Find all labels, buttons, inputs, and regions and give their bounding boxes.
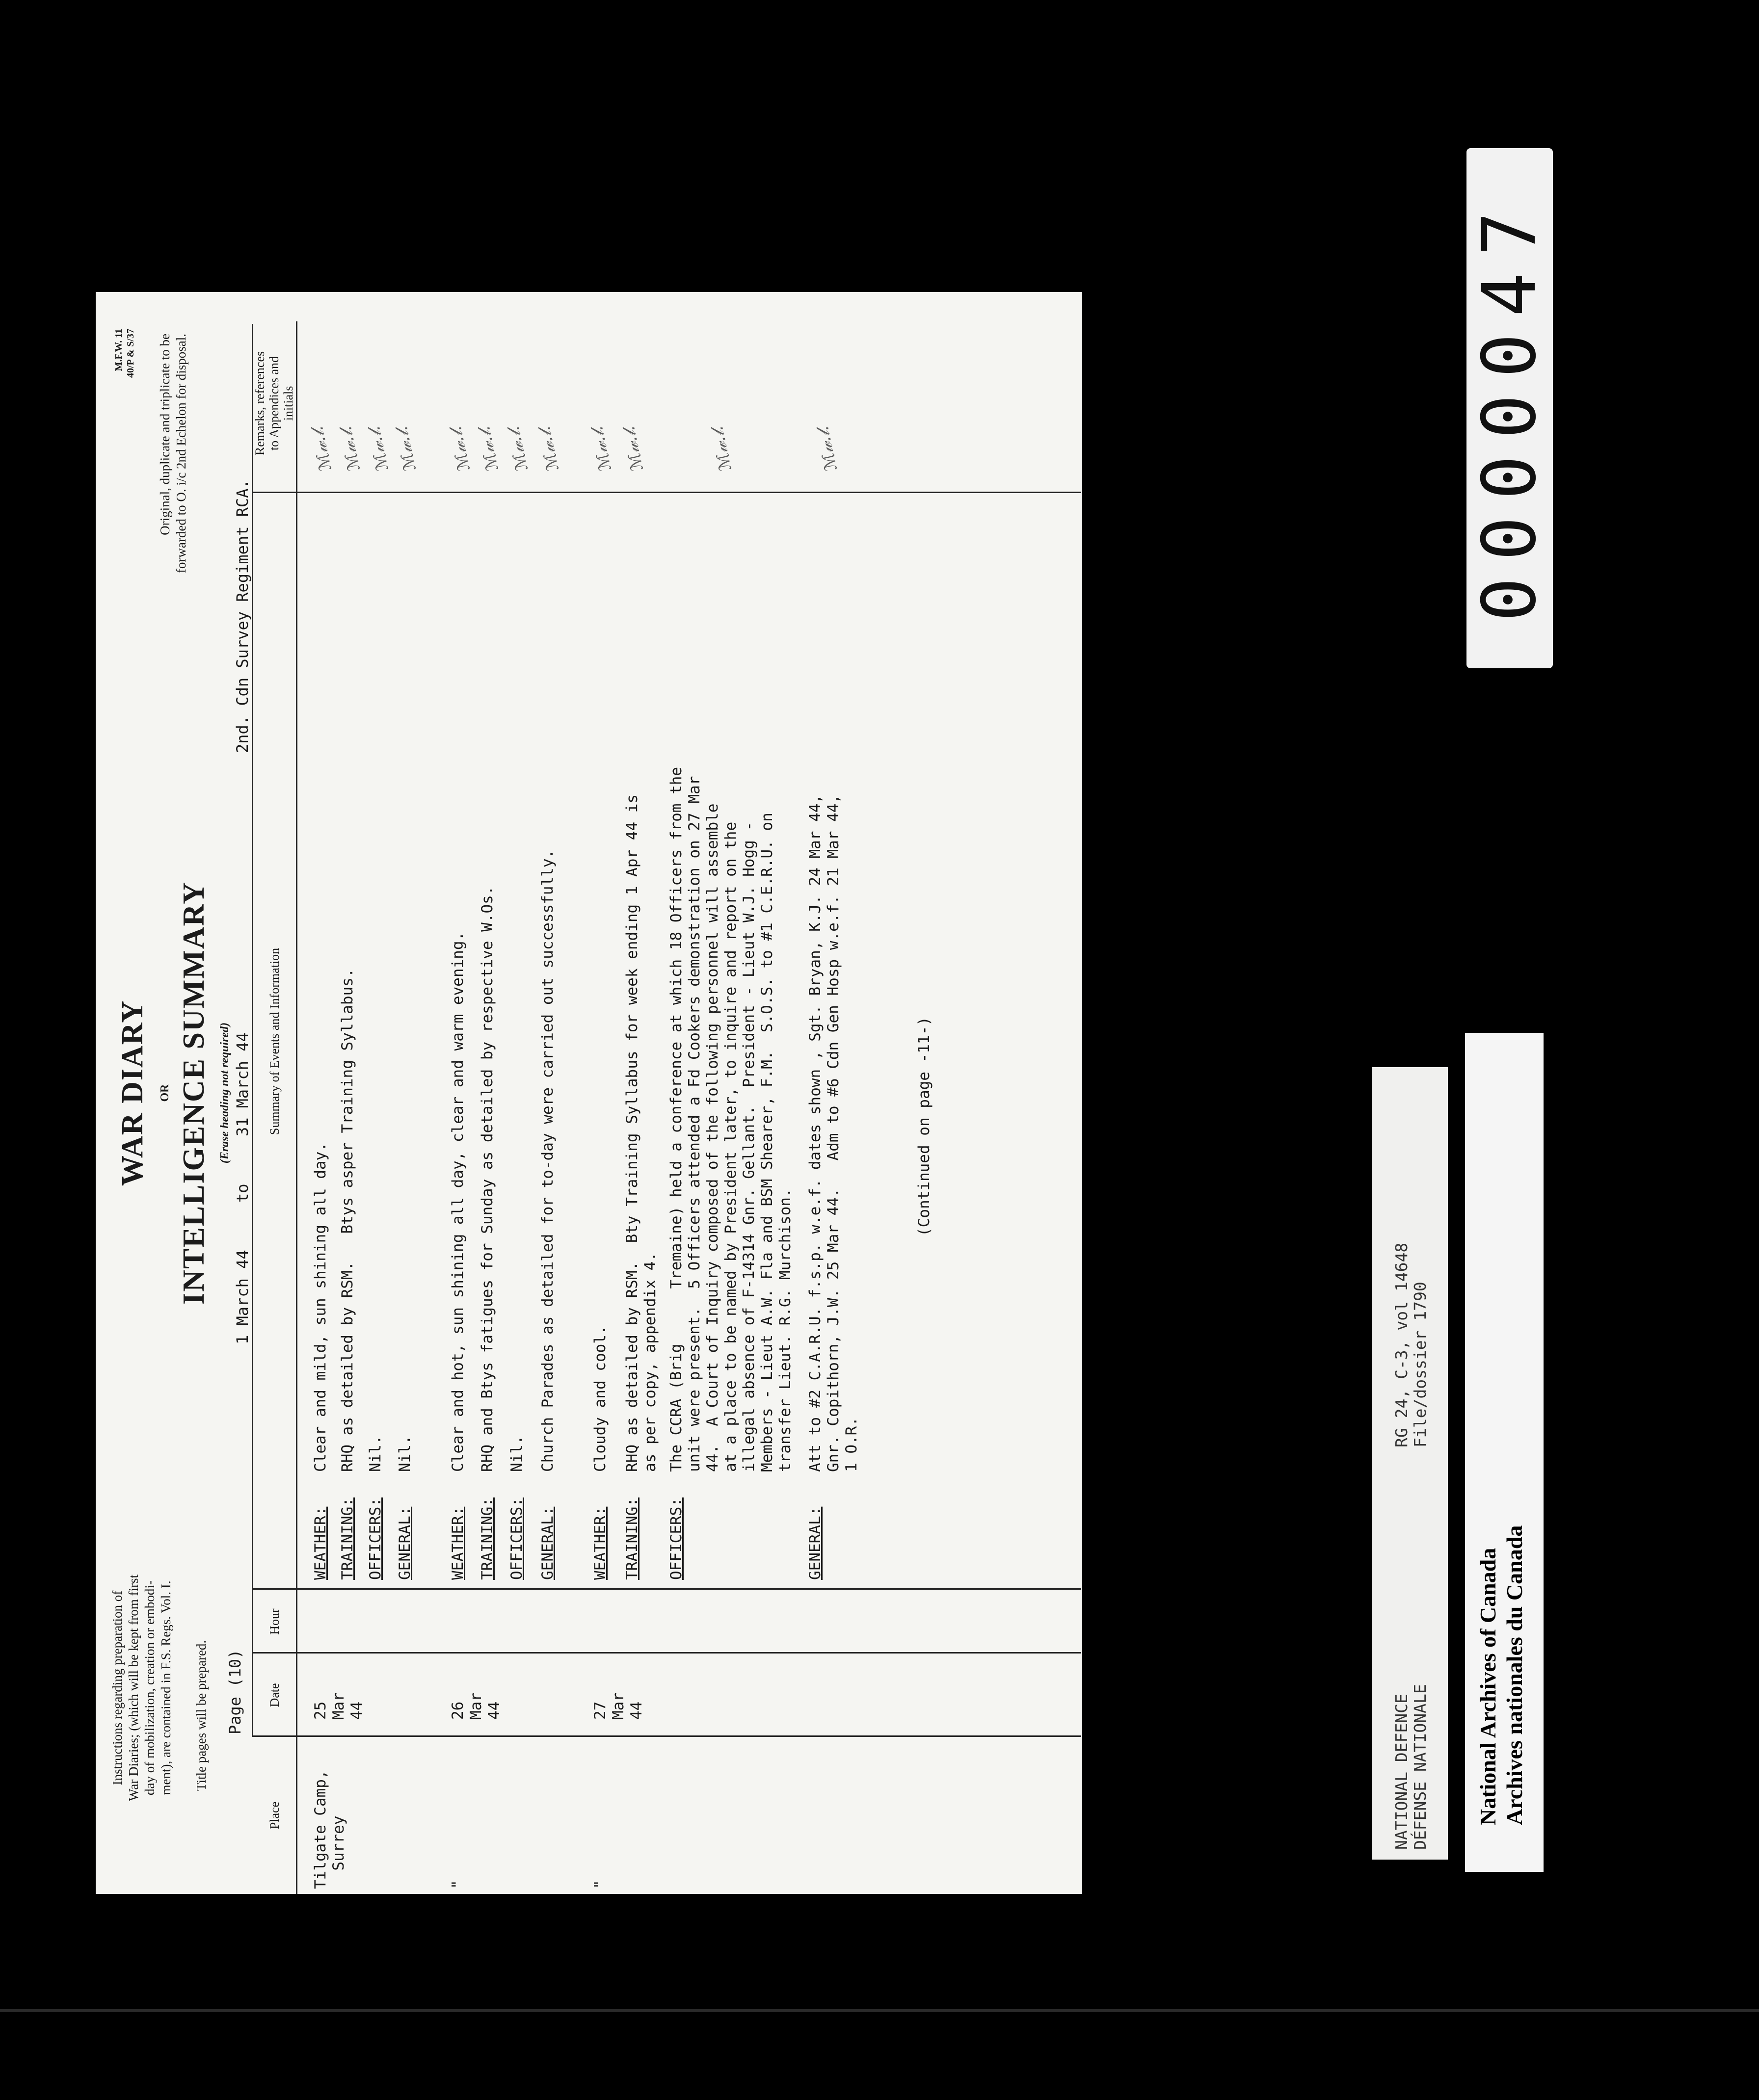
entry-date: 27 Mar 44 [591,1692,645,1720]
instructions-line: day of mobilization, creation or embodi- [142,1580,157,1795]
entry-place: " [449,1880,467,1889]
header-remarks-line: Remarks, references [253,351,267,456]
frame-number-strip [1466,148,1553,668]
entry-label-officers: OFFICERS: [667,1497,685,1580]
handwritten-initials-icon: ℳ𝓌.𝓁. [307,424,336,473]
table-top-rule [252,324,253,1737]
entry-text: Clear and mild, sun shining all day. [312,1142,329,1472]
war-diary-sheet [96,292,1082,1894]
entry-text: Clear and hot, sun shining all day, clear and warm evening. [449,931,467,1472]
entry-text: The CCRA (Brig Tremaine) held a conference at which 18 Officers from the unit were present. 5 Officers attended a Fd Cookers demonstration on 27 Mar 44. A Court of Inquiry composed of the following personnel will assemble at a place to be named by President later, to inquire and report on the illegal absence of F-14314 Gnr. Gellant. President - Lieut W.J. Hogg - Members - Lieut A.W. Fla and BSM Shearer, F.M. S.O.S. to #1 C.E.R.U. on transfer Lieut. R.G. Murchison. [667,766,794,1472]
title-war-diary: WAR DIARY [116,999,149,1186]
form-number-line: M.F.W. 11 [113,329,124,371]
date-range: 1 March 44 to 31 March 44 [233,1032,252,1344]
department-name [1392,1684,1430,1850]
war-diary-sheet-content [96,292,1082,1894]
frame-number: 0000047 [1467,194,1552,622]
handwritten-initials-icon: ℳ𝓌.𝓁. [445,424,475,473]
header-place: Place [267,1801,282,1830]
handwritten-initials-icon: ℳ𝓌.𝓁. [474,424,503,473]
entry-label-weather: WEATHER: [591,1506,609,1580]
handwritten-initials-icon: ℳ𝓌.𝓁. [391,424,421,473]
handwritten-initials-icon: ℳ𝓌.𝓁. [503,424,533,473]
handwritten-initials-icon: ℳ𝓌.𝓁. [364,424,393,473]
title-pages-note: Title pages will be prepared. [194,1640,209,1791]
entry-text: RHQ as detailed by RSM. Bty Training Syllabus for week ending 1 Apr 44 is as per copy, appendix 4. [623,794,659,1472]
instructions-line: War Diaries; (which will be kept from first [126,1575,141,1801]
entry-text: Nil. [396,1435,414,1472]
header-remarks-line: to Appendices and [267,356,281,451]
handwritten-initials-icon: ℳ𝓌.𝓁. [618,424,648,473]
page-number: Page (10) [226,1649,244,1734]
erase-heading-note: (Erase heading not required) [218,1022,231,1164]
entry-label-general: GENERAL: [539,1506,557,1580]
continued-note: (Continued on page -11-) [915,1017,933,1236]
entry-place: " [591,1880,609,1889]
archives-label-content [1465,1033,1544,1872]
date-hour-divider [252,1652,1081,1654]
title-intelligence-summary: INTELLIGENCE SUMMARY [177,881,211,1305]
department-name-en: NATIONAL DEFENCE [1392,1694,1411,1850]
handwritten-initials-icon: ℳ𝓌.𝓁. [707,424,736,473]
handwritten-initials-icon: ℳ𝓌.𝓁. [335,424,365,473]
reference-label [1372,1067,1448,1860]
entry-text: Nil. [508,1435,526,1472]
archives-name [1475,1525,1528,1825]
record-reference [1392,1243,1430,1447]
header-summary: Summary of Events and Information [267,947,282,1135]
place-date-divider [252,1735,1081,1737]
archives-label [1465,1033,1544,1872]
form-number-line: 40/P & S/37 [125,329,136,378]
header-hour: Hour [267,1608,282,1635]
distribution-note-line: Original, duplicate and triplicate to be [158,334,172,535]
entry-date: 25 Mar 44 [312,1692,366,1720]
entry-label-general: GENERAL: [806,1506,824,1580]
entry-text: Cloudy and cool. [591,1325,609,1472]
handwritten-initials-icon: ℳ𝓌.𝓁. [812,424,842,473]
header-remarks [253,315,295,492]
distribution-note-line: forwarded to O. i/c 2nd Echelon for disposal. [174,334,188,574]
title-or: OR [159,1084,171,1102]
handwritten-initials-icon: ℳ𝓌.𝓁. [586,424,616,473]
instructions-line: ment), are contained in F.S. Regs. Vol. I. [159,1580,173,1795]
entry-label-officers: OFFICERS: [508,1497,526,1580]
entry-text: RHQ as detailed by RSM. Btys asper Training Syllabus. [339,968,356,1472]
record-group-reference: RG 24, C-3, vol 14648 [1392,1242,1411,1447]
entry-label-weather: WEATHER: [312,1506,329,1580]
header-date: Date [267,1683,282,1707]
file-reference: File/dossier 1790 [1411,1282,1430,1447]
archives-name-fr: Archives nationales du Canada [1502,1525,1527,1825]
entry-label-training: TRAINING: [479,1497,496,1580]
entry-text: Nil. [367,1435,384,1472]
entry-date: 26 Mar 44 [449,1692,503,1720]
entry-label-training: TRAINING: [339,1497,356,1580]
instructions-line: Instructions regarding preparation of [110,1590,125,1785]
header-remarks-line: initials [281,386,295,421]
reference-label-content [1372,1067,1448,1860]
department-name-fr: DÉFENSE NATIONALE [1411,1684,1430,1850]
archives-name-en: National Archives of Canada [1475,1548,1500,1825]
entry-label-officers: OFFICERS: [367,1497,384,1580]
entry-place: Tilgate Camp, Surrey [312,1770,347,1889]
unit-name: 2nd. Cdn Survey Regiment RCA. [233,479,252,753]
entry-text: Church Parades as detailed for to-day were carried out successfully. [539,849,557,1472]
entry-text: Att to #2 C.A.R.U. f.s.p. w.e.f. dates shown , Sgt. Bryan, K.J. 24 Mar 44, Gnr. Copithorn, J.W. 25 Mar 44. Adm to #6 Cdn Gen Hosp w.e.f. 21 Mar 44, 1 O.R. [806,794,860,1472]
entry-text: RHQ and Btys fatigues for Sunday as detailed by respective W.Os. [479,886,496,1472]
table-header-rule [296,321,297,1894]
hour-summary-divider [252,1588,1081,1590]
entry-label-general: GENERAL: [396,1506,414,1580]
entry-label-weather: WEATHER: [449,1506,467,1580]
scanner-edge [0,2009,1759,2012]
entry-label-training: TRAINING: [623,1497,641,1580]
handwritten-initials-icon: ℳ𝓌.𝓁. [534,424,563,473]
